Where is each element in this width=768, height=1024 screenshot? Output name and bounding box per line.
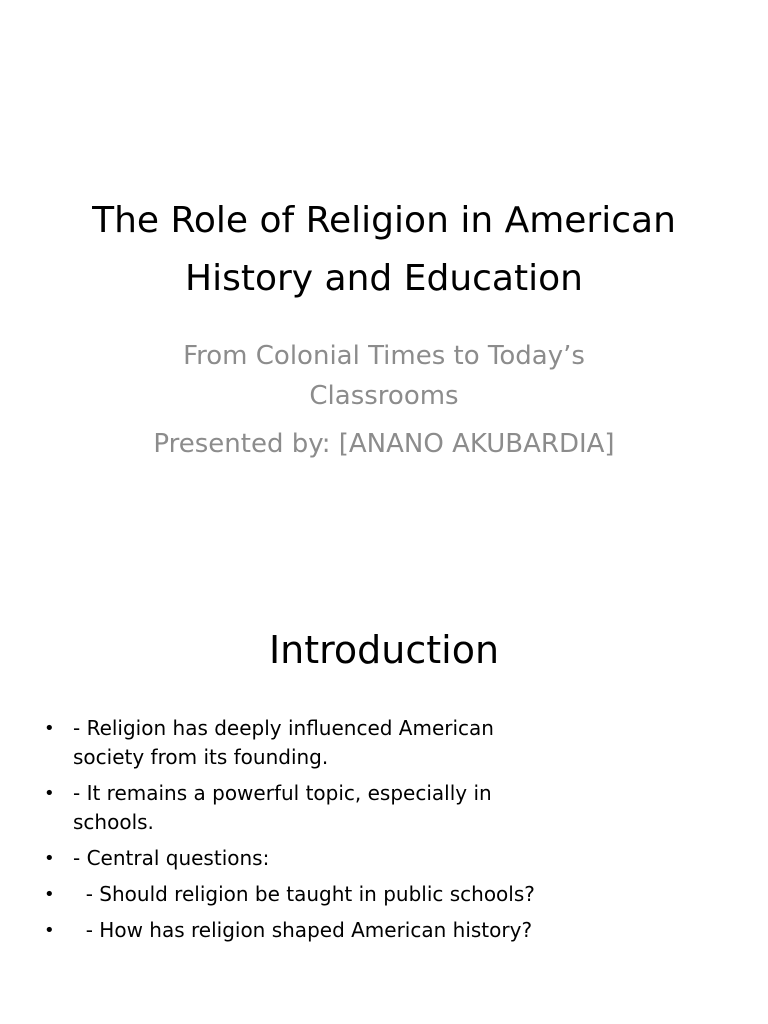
bullet-item bbox=[40, 880, 535, 909]
bullet-icon: • bbox=[44, 884, 55, 905]
bullet-item bbox=[40, 844, 520, 873]
subtitle-line-2: Classrooms bbox=[309, 381, 459, 411]
bullet-text-line: - Religion has deeply influenced American bbox=[73, 716, 494, 740]
bullet-text-line: - Central questions: bbox=[73, 846, 270, 870]
slide-title bbox=[40, 192, 728, 308]
bullet-item bbox=[40, 714, 520, 772]
bullet-text-line: society from its founding. bbox=[73, 745, 329, 769]
subtitle-line-1: From Colonial Times to Today’s bbox=[183, 341, 585, 371]
bullet-icon: • bbox=[44, 718, 55, 739]
slide-title-line-1: The Role of Religion in American bbox=[92, 200, 676, 241]
bullet-item bbox=[40, 916, 533, 945]
introduction-slide bbox=[0, 512, 768, 1024]
presenter-label: Presented by: [ANANO AKUBARDIA] bbox=[153, 429, 615, 459]
slide-heading: Introduction bbox=[268, 628, 500, 672]
bullet-icon: • bbox=[44, 783, 55, 804]
bullet-icon: • bbox=[44, 848, 55, 869]
slide-title-line-2: History and Education bbox=[185, 258, 583, 299]
bullet-text-line: - How has religion shaped American history? bbox=[73, 918, 533, 942]
bullet-text-line: - It remains a powerful topic, especially in bbox=[73, 781, 492, 805]
bullet-text-line: - Should religion be taught in public schools? bbox=[73, 882, 535, 906]
bullet-list bbox=[40, 714, 535, 952]
bullet-text-line: schools. bbox=[73, 810, 154, 834]
bullet-item bbox=[40, 779, 520, 837]
bullet-icon: • bbox=[44, 920, 55, 941]
slide-subtitle bbox=[100, 336, 668, 464]
